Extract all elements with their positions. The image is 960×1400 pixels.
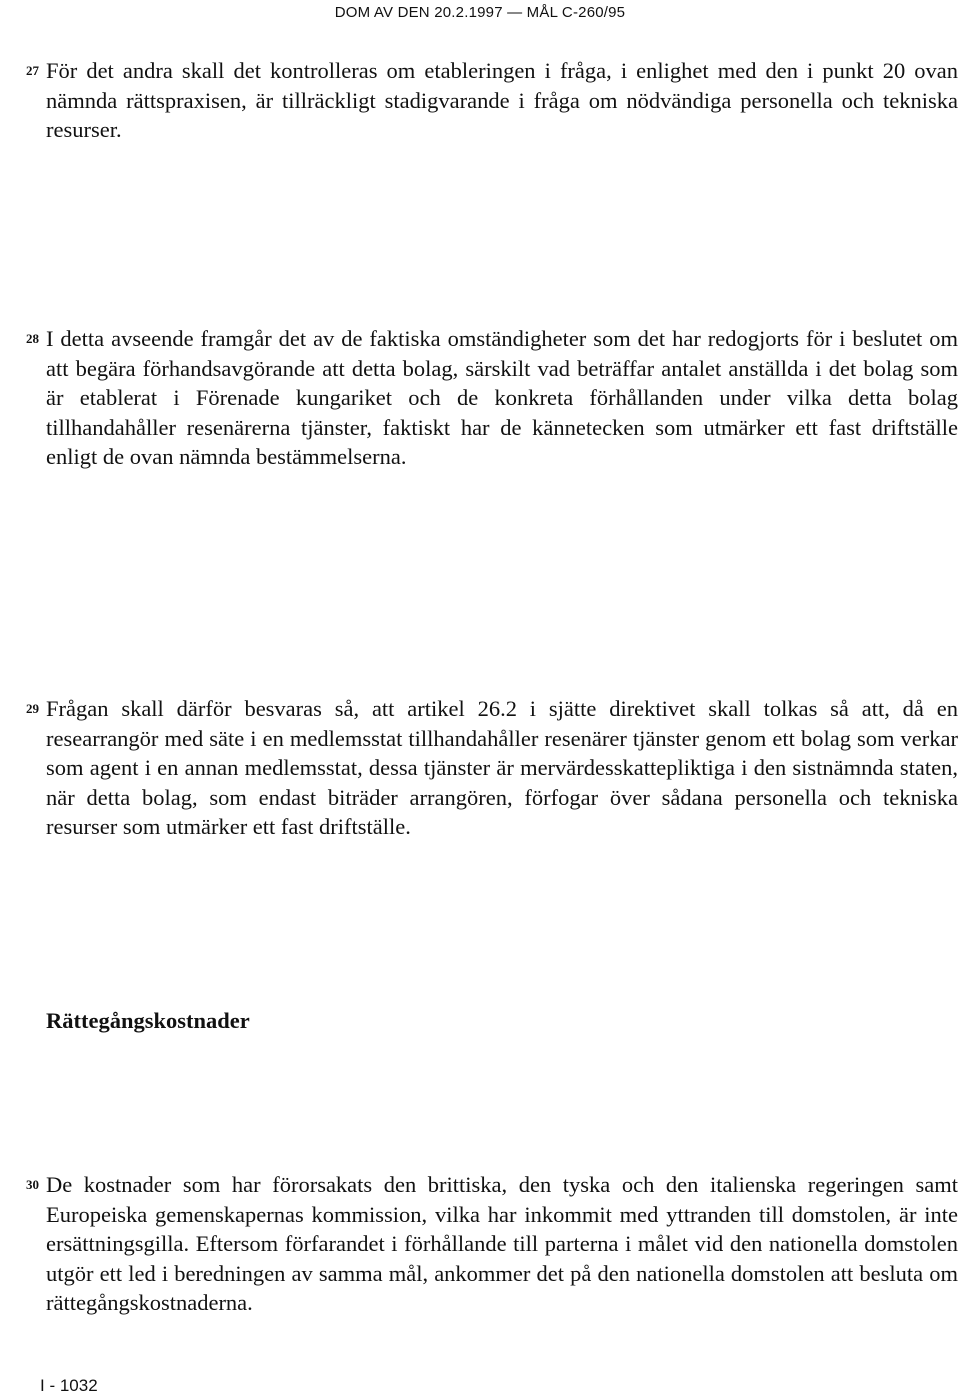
- paragraph-text: De kostnader som har förorsakats den brittiska, den tyska och den italienska regeringen samt Europeiska gemenskapernas kommission, vilka har inkommit med yttranden till domstolen, är inte ersättningsgilla. Eftersom förfarandet i förhållande till parterna i målet vid den nationella domstolen utgör ett led i beredningen av samma mål, ankommer det på den nationella domstolen att besluta om rättegångskostnaderna.: [46, 1172, 958, 1315]
- paragraph-number: 28: [26, 331, 39, 346]
- paragraph-text: I detta avseende framgår det av de faktiska omständigheter som det har redogjorts för i beslutet om att begära förhandsavgörande att detta bolag, särskilt vad beträffar antalet anställda i det bolag som är etablerat i Förenade kungariket och de konkreta förhållanden under vilka detta bolag tillhandahåller resenärerna tjänster, faktiskt har de kännetecken som utmärker ett fast driftställe enligt de ovan nämnda bestämmelserna.: [46, 326, 958, 469]
- page-number: I - 1032: [40, 1376, 98, 1395]
- paragraph-number: 30: [26, 1177, 39, 1192]
- paragraph-text: Frågan skall därför besvaras så, att artikel 26.2 i sjätte direktivet skall tolkas så att, då en researrangör med säte i en medlemsstat tillhandahåller resenärer tjänster genom ett bolag som verkar som agent i en annan medlemsstat, dessa tjänster är mervärdesskattepliktiga i den sistnämnda staten, när detta bolag, som endast biträder arrangören, förfogar över sådana personella och tekniska resurser som utmärker ett fast driftställe.: [46, 696, 958, 839]
- paragraph-number: 27: [26, 63, 39, 78]
- section-heading: Rättegångskostnader: [46, 1008, 250, 1033]
- running-header: DOM AV DEN 20.2.1997 — MÅL C-260/95: [334, 4, 626, 21]
- paragraph-text: För det andra skall det kontrolleras om etableringen i fråga, i enlighet med den i punkt 20 ovan nämnda rättspraxisen, är tillräckligt stadigvarande i fråga om nödvändiga personella och tekniska resurser.: [46, 58, 958, 142]
- paragraph-number: 29: [26, 701, 39, 716]
